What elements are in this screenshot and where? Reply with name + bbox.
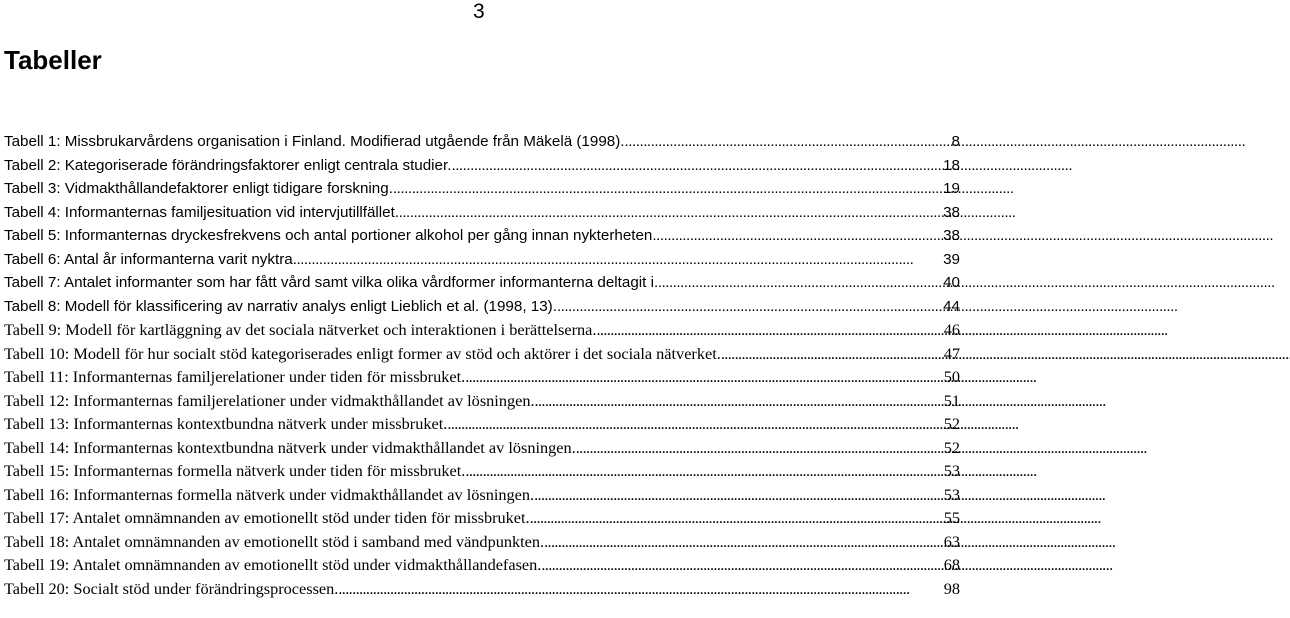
toc-entry-label: Tabell 3: Vidmakthållandefaktorer enligt tidigare forskning.: [4, 180, 393, 198]
dot-leader: [447, 412, 941, 436]
dot-leader: [535, 389, 942, 413]
toc-entry-page-number: 44: [943, 297, 960, 315]
dot-leader: [596, 318, 941, 342]
toc-entry-page-number: 63: [943, 531, 960, 551]
toc-entry-label: Tabell 10: Modell för hur socialt stöd kategoriserades enligt former av stöd och aktörer i det sociala nätverket.: [4, 343, 721, 363]
dot-leader: [721, 342, 942, 366]
dot-leader: [465, 459, 941, 483]
toc-entry-label: Tabell 15: Informanternas formella nätverk under tiden för missbruket.: [4, 461, 466, 481]
toc-entry-page-number: 52: [943, 414, 960, 434]
toc-entry[interactable]: [4, 248, 960, 272]
toc-entry[interactable]: [4, 201, 960, 225]
toc-entry-label: Tabell 1: Missbrukarvårdens organisation i Finland. Modifierad utgående från Mäkelä (1998).: [4, 133, 625, 150]
toc-entry[interactable]: [4, 365, 960, 389]
dot-leader: [652, 224, 941, 248]
toc-entry-page-number: 18: [943, 156, 960, 174]
toc-entry-label: Tabell 14: Informanternas kontextbundna nätverk under vidmakthållandet av lösningen.: [4, 437, 576, 457]
toc-entry-page-number: 46: [943, 320, 960, 340]
toc-entry-page-number: 68: [943, 555, 960, 575]
toc-entry-page-number: 40: [943, 274, 960, 292]
dot-leader: [338, 577, 941, 601]
toc-entry-page-number: 38: [943, 203, 960, 221]
toc-entry[interactable]: [4, 553, 960, 577]
dot-leader: [654, 271, 941, 295]
page-heading: Tabeller: [4, 45, 102, 75]
dot-leader: [576, 436, 942, 460]
toc-entry[interactable]: [4, 412, 960, 436]
toc-entry-label: Tabell 2: Kategoriserade förändringsfaktorer enligt centrala studier.: [4, 156, 452, 174]
dot-leader: [544, 530, 942, 554]
toc-entry-label: Tabell 4: Informanternas familjesituation vid intervjutillfället: [4, 203, 395, 221]
toc-entry-page-number: 47: [943, 343, 960, 363]
toc-entry[interactable]: [4, 389, 960, 413]
toc-entry-page-number: 38: [943, 227, 960, 245]
toc-entry-page-number: 55: [943, 508, 960, 528]
toc-entry[interactable]: [4, 436, 960, 460]
table-list: [4, 130, 960, 600]
toc-entry[interactable]: [4, 530, 960, 554]
dot-leader: [465, 365, 942, 389]
toc-entry-label: Tabell 17: Antalet omnämnanden av emotionellt stöd under tiden för missbruket.: [4, 508, 530, 528]
toc-entry-label: Tabell 13: Informanternas kontextbundna nätverk under missbruket.: [4, 414, 448, 434]
toc-entry-page-number: 53: [943, 461, 960, 481]
dot-leader: [530, 506, 942, 530]
toc-entry-label: Tabell 18: Antalet omnämnanden av emotionellt stöd i samband med vändpunkten.: [4, 531, 545, 551]
toc-entry[interactable]: [4, 506, 960, 530]
toc-entry-page-number: 8: [951, 133, 960, 150]
toc-entry-label: Tabell 16: Informanternas formella nätverk under vidmakthållandet av lösningen.: [4, 484, 535, 504]
toc-entry-label: Tabell 5: Informanternas dryckesfrekvens och antal portioner alkohol per gång innan nykterheten: [4, 227, 653, 245]
toc-entry-page-number: 51: [943, 390, 960, 410]
toc-entry-label: Tabell 11: Informanternas familjerelationer under tiden för missbruket.: [4, 367, 466, 387]
toc-entry[interactable]: [4, 459, 960, 483]
toc-entry-page-number: 98: [943, 578, 960, 598]
toc-entry[interactable]: [4, 224, 960, 248]
toc-entry-label: Tabell 20: Socialt stöd under förändringsprocessen.: [4, 578, 339, 598]
toc-entry-label: Tabell 6: Antal år informanterna varit nyktra: [4, 250, 293, 268]
toc-entry-page-number: 53: [943, 484, 960, 504]
dot-leader: [625, 130, 950, 154]
dot-leader: [534, 483, 942, 507]
toc-entry-label: Tabell 7: Antalet informanter som har fått vård samt vilka olika vårdformer informanterna deltagit i: [4, 274, 654, 292]
toc-entry-label: Tabell 9: Modell för kartläggning av det sociala nätverket och interaktionen i berättelserna.: [4, 320, 597, 340]
toc-entry-page-number: 52: [943, 437, 960, 457]
toc-entry[interactable]: [4, 130, 960, 154]
toc-entry[interactable]: [4, 295, 960, 319]
toc-entry[interactable]: [4, 271, 960, 295]
toc-entry[interactable]: [4, 177, 960, 201]
toc-entry[interactable]: [4, 318, 960, 342]
dot-leader: [395, 201, 941, 225]
toc-entry-page-number: 50: [943, 367, 960, 387]
toc-entry[interactable]: [4, 483, 960, 507]
toc-entry[interactable]: [4, 342, 960, 366]
page-number: 3: [473, 0, 485, 23]
toc-entry-page-number: 39: [943, 250, 960, 268]
toc-entry-label: Tabell 8: Modell för klassificering av narrativ analys enligt Lieblich et al. (1998, 13).: [4, 297, 557, 315]
toc-entry-label: Tabell 12: Informanternas familjerelationer under vidmakthållandet av lösningen.: [4, 390, 535, 410]
dot-leader: [293, 248, 941, 272]
toc-entry[interactable]: [4, 577, 960, 601]
toc-entry-page-number: 19: [943, 180, 960, 198]
dot-leader: [393, 177, 941, 201]
toc-entry[interactable]: [4, 154, 960, 178]
dot-leader: [451, 154, 941, 178]
dot-leader: [541, 553, 941, 577]
dot-leader: [557, 295, 941, 319]
toc-entry-label: Tabell 19: Antalet omnämnanden av emotionellt stöd under vidmakthållandefasen.: [4, 555, 542, 575]
